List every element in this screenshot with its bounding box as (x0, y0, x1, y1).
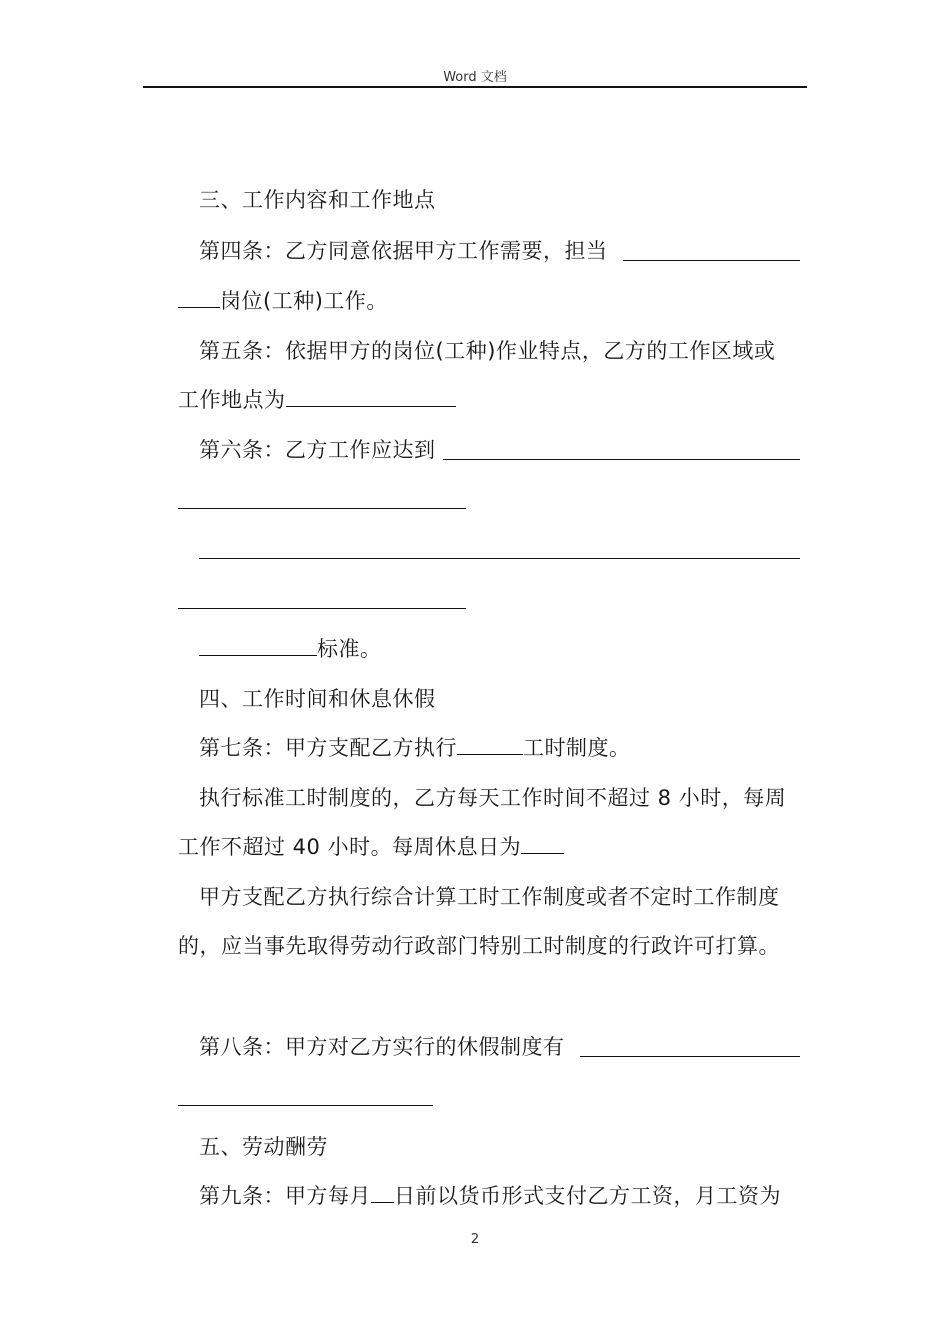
article-5-text-2: 工作地点为 (178, 388, 286, 412)
article-6-line-1 (199, 436, 436, 464)
header-title: Word 文档 (443, 70, 507, 85)
article-5-blank (286, 386, 456, 407)
article-6-line-5 (199, 635, 382, 663)
article-8-line-1 (199, 1033, 565, 1061)
article-7-blank-2 (521, 833, 564, 854)
article-7-blank (457, 734, 523, 755)
article-4-line-1 (199, 237, 608, 265)
section-heading-4: 四、工作时间和休息休假 (199, 687, 436, 711)
article-7-line-3 (178, 833, 564, 861)
article-9-line-1 (199, 1182, 781, 1210)
article-4-line-2 (178, 287, 388, 315)
section-heading-3: 三、工作内容和工作地点 (199, 188, 436, 212)
article-7-line-1 (199, 734, 631, 762)
article-4-blank-1 (623, 260, 800, 261)
article-4-text-2: 岗位(工种)工作。 (220, 289, 388, 313)
article-6-blank-1 (443, 459, 800, 460)
article-7-line-4: 甲方支配乙方执行综合计算工时工作制度或者不定时工作制度 (199, 885, 780, 909)
section-heading-5: 五、劳动酬劳 (199, 1135, 328, 1159)
article-8-blank-2 (178, 1105, 433, 1106)
article-8-text: 第八条：甲方对乙方实行的休假制度有 (199, 1035, 565, 1059)
page-number: 2 (470, 1232, 480, 1247)
article-9-text-b: 日前以货币形式支付乙方工资，月工资为 (394, 1184, 781, 1208)
article-9-blank (371, 1182, 394, 1203)
article-4-blank-2 (178, 287, 220, 308)
article-8-blank-1 (580, 1056, 800, 1057)
article-7-line-5: 的，应当事先取得劳动行政部门特别工时制度的行政许可打算。 (178, 934, 780, 958)
article-5-line-2 (178, 386, 456, 414)
article-6-blank-5 (199, 635, 317, 656)
article-6-text: 第六条：乙方工作应达到 (199, 438, 436, 462)
article-7-text-a: 第七条：甲方支配乙方执行 (199, 736, 457, 760)
header-rule (143, 86, 807, 88)
article-5-line-1: 第五条：依据甲方的岗位(工种)作业特点，乙方的工作区域或 (199, 339, 776, 363)
article-6-text-5: 标准。 (317, 637, 382, 661)
article-6-blank-3 (199, 558, 800, 559)
article-7-text-3: 工作不超过 40 小时。每周休息日为 (178, 835, 522, 859)
article-6-blank-2 (178, 508, 466, 509)
article-9-text-a: 第九条：甲方每月 (199, 1184, 371, 1208)
article-4-text: 第四条：乙方同意依据甲方工作需要，担当 (199, 239, 608, 263)
article-6-blank-4 (178, 608, 466, 609)
article-7-line-2: 执行标准工时制度的，乙方每天工作时间不超过 8 小时，每周 (199, 786, 787, 810)
article-7-text-b: 工时制度。 (523, 736, 631, 760)
